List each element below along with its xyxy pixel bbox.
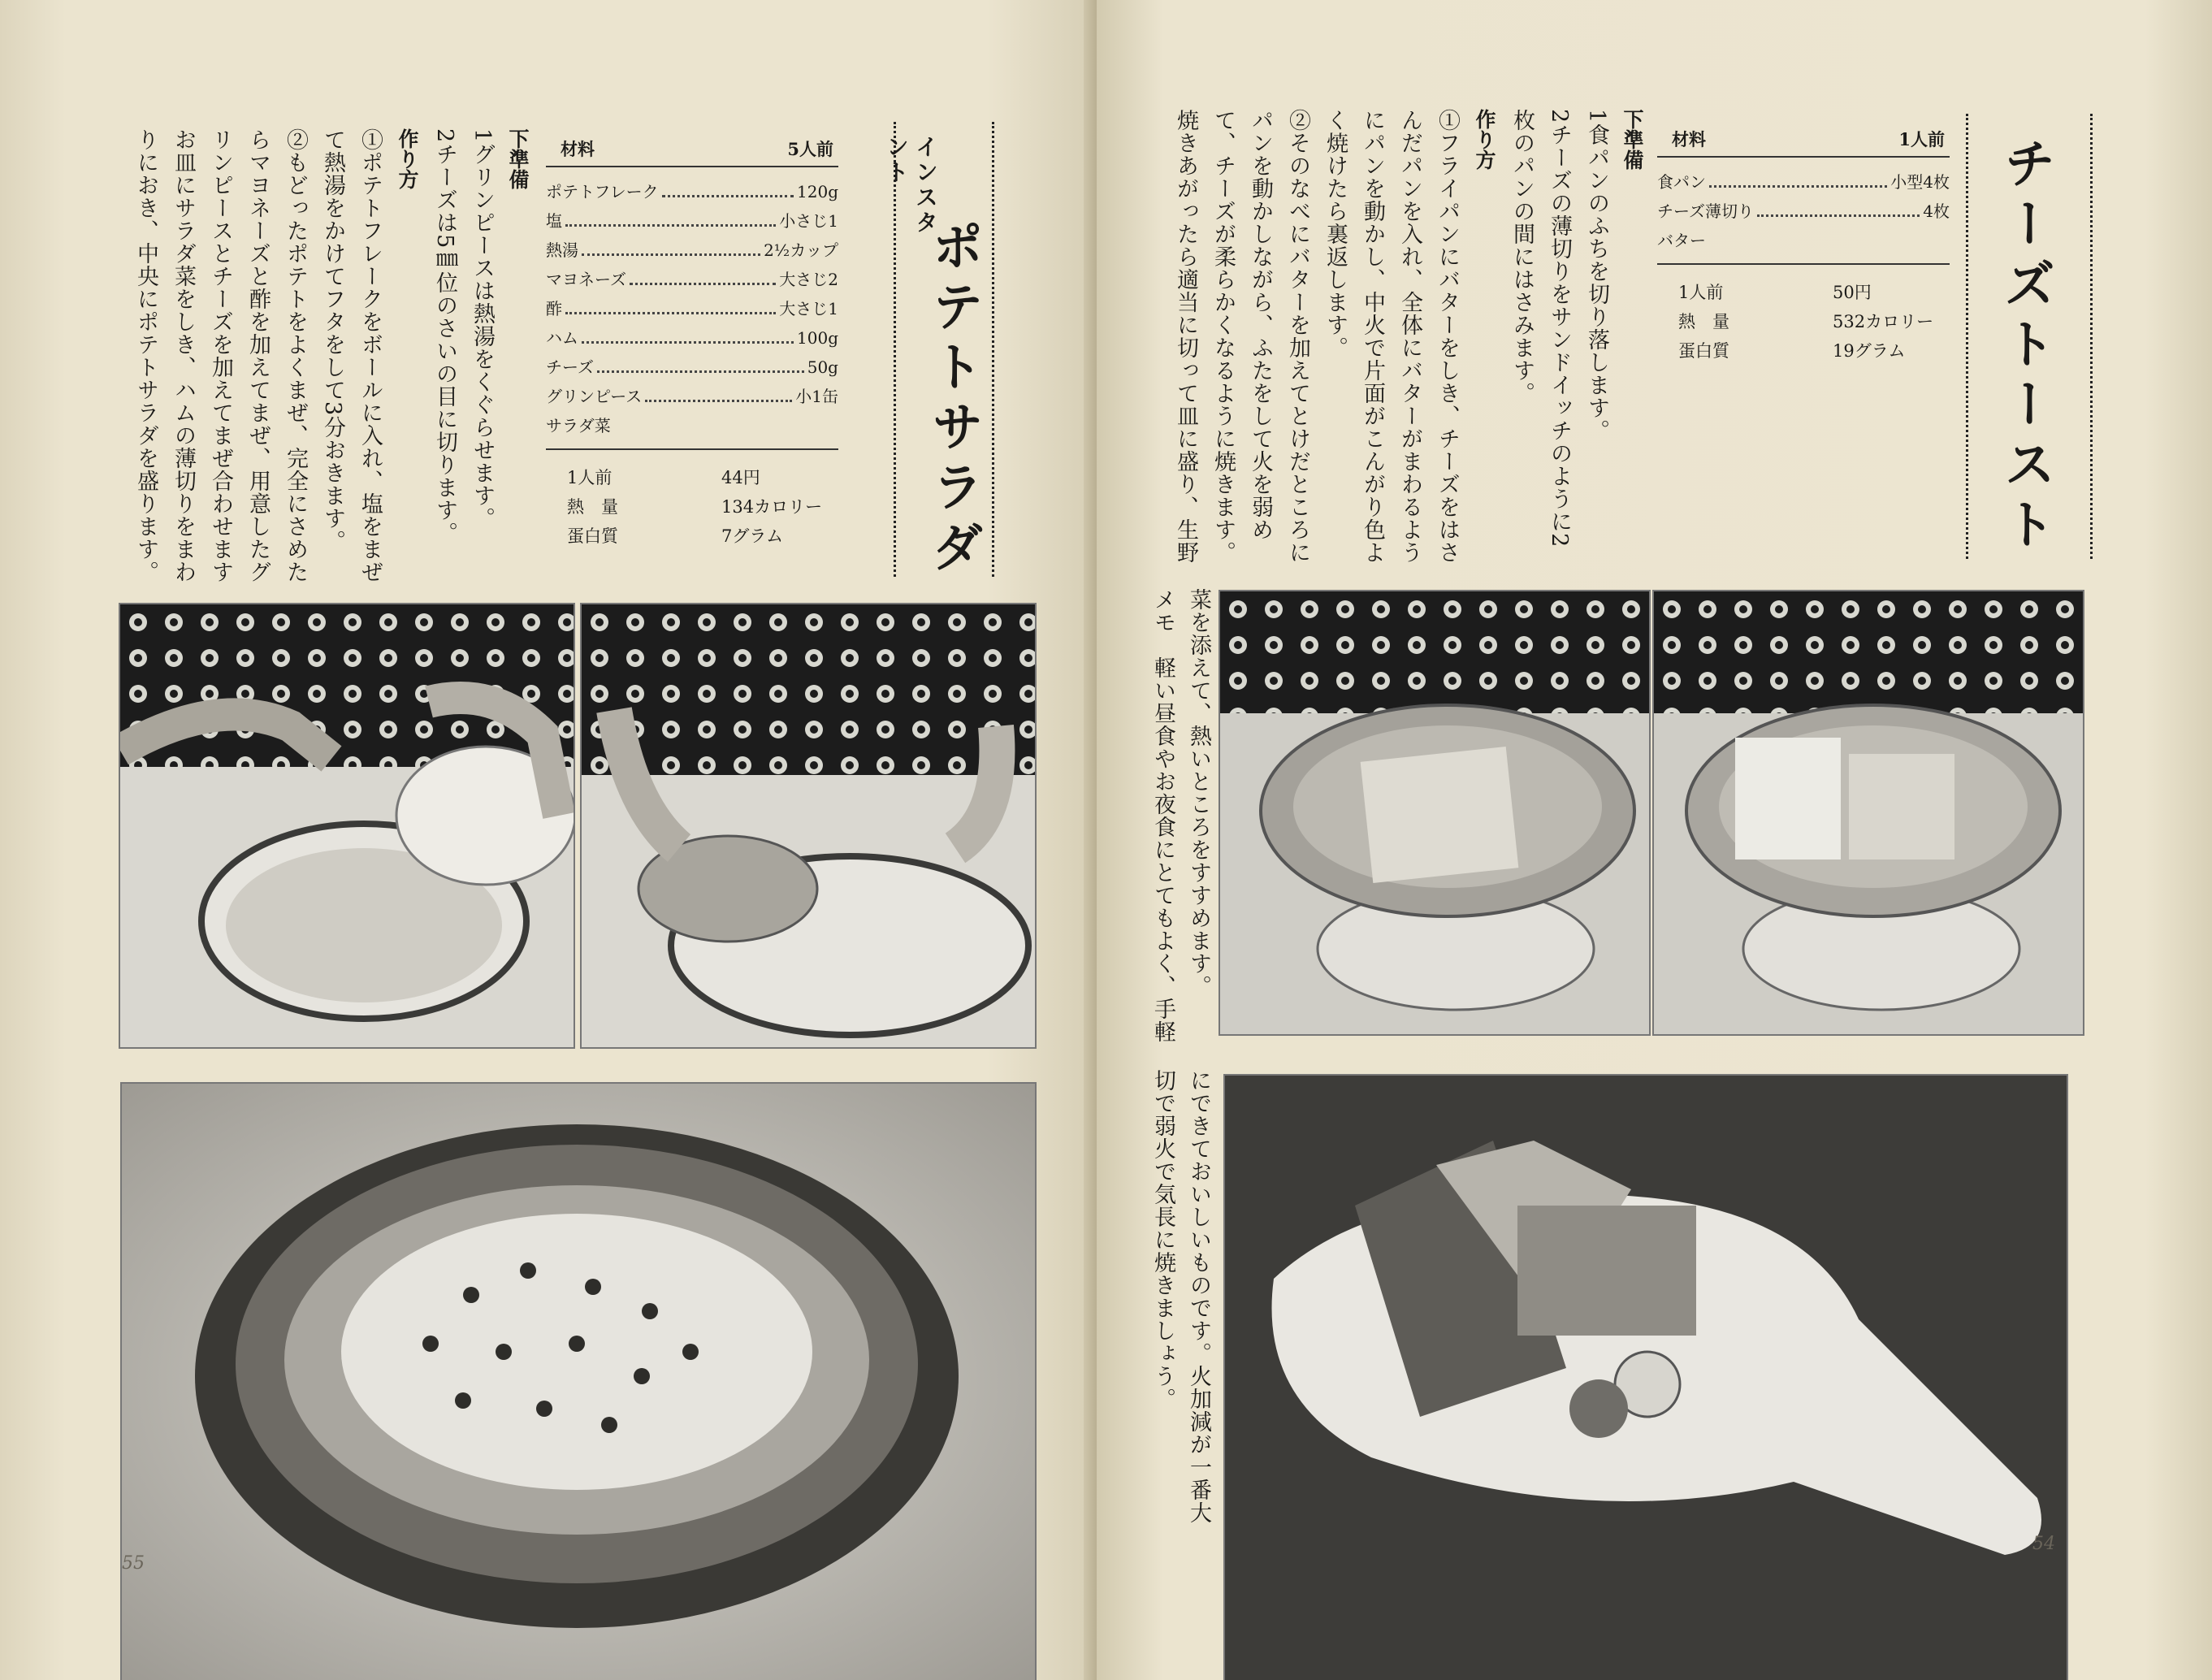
method-line: ②そのなべにバターを加えてとけだところに [1285,109,1310,564]
prep-line: 1グリンピースは熱湯をくぐらせます。 [470,128,495,530]
photo-potato-salad-dish [120,1082,1037,1680]
memo-line: メモ 軽い昼食やお夜食にとてもよく、手軽 [1150,588,1175,1043]
right-page [1097,0,2212,1680]
ingredient-row: 酢 大さじ1 [546,299,838,318]
method-line: ②もどったポテトをよくまぜ、完全にさめた [283,128,308,583]
method-line: 焼きあがったら適当に切って皿に盛り、生野 [1173,109,1198,564]
method-heading: 作り方 [1473,109,1496,170]
ingredient-row: ポテトフレーク 120g [546,182,838,201]
ingredient-row: 食パン 小型4枚 [1657,172,1950,192]
method-line: 菜を添えて、熱いところをすすめます。 [1186,588,1211,998]
ingredient-row: 熱湯 2½カップ [546,240,838,260]
ingredient-row: ハム 100g [546,328,838,348]
ingredients-box-right [1657,127,1950,362]
method-line: お皿にサラダ菜をしき、ハムの薄切りをまわ [171,128,196,583]
cheese-toast-title-panel [1966,114,2093,559]
method-line: リンピースとチーズを加えてまぜ合わせます [208,128,233,583]
servings-label: 1人前 [1898,129,1945,149]
prep-line: 枚のパンの間にはさみます。 [1509,109,1535,405]
memo-line: 切で弱火で気長に焼きましょう。 [1150,1069,1175,1410]
photo-pan-toast-2 [1652,590,2084,1036]
nutrition-info: 1人前 50円 熱 量 532カロリー 蛋白質 19グラム [1678,283,1934,361]
ingredients-label: 材料 [1672,129,1706,149]
ingredients-box-left [546,136,838,548]
memo-line: にできておいしいものです。火加減が一番大 [1186,1069,1211,1524]
method-line: く焼けたら裏返します。 [1322,109,1348,359]
ingredients-label: 材料 [561,139,595,159]
ingredient-row: グリンピース 小1缶 [546,387,838,406]
prep-line: 2チーズの薄切りをサンドイッチのように2 [1547,109,1572,548]
method-line: りにおき、中央にポテトサラダを盛ります。 [133,128,158,583]
ingredient-list [1657,158,1950,257]
page-title-potato-salad: ポテトサラダ [923,219,984,580]
photo-cheese-toast-dish [1223,1074,2068,1680]
method-line: ①ポテトフレークをボールに入れ、塩をまぜ [357,128,383,583]
prep-line: 2チーズは5㎜位のさいの目に切ります。 [432,128,457,545]
photo-pan-toast-1 [1219,590,1651,1036]
ingredient-row: チーズ 50g [546,357,838,377]
method-line: にパンを動かし、中火で片面がこんがり色よ [1360,109,1385,564]
method-line: ①フライパンにバターをしき、チーズをはさ [1435,109,1460,564]
left-page [0,0,1097,1680]
ingredient-list [546,167,838,442]
nutrition-info: 1人前 44円 熱 量 134カロリー 蛋白質 7グラム [567,468,823,546]
prep-heading: 下準備 [506,128,530,189]
photo-covering-bowl [580,603,1037,1049]
ingredient-row: バター [1657,231,1706,250]
ingredients-header [546,136,838,167]
prep-line: 1食パンのふちを切り落します。 [1584,109,1609,443]
ingredient-row: 塩 小さじ1 [546,211,838,231]
method-line: らマヨネーズと酢を加えてまぜ、用意したグ [245,128,271,583]
ingredients-header [1657,127,1950,158]
servings-label: 5人前 [787,139,833,159]
page-number-right: 54 [2032,1534,2055,1554]
page-number-left: 55 [122,1553,145,1574]
method-line: て、チーズが柔らかくなるように焼きます。 [1210,109,1236,564]
ingredient-row: チーズ薄切り 4枚 [1657,201,1950,221]
title-prefix: インスタント [883,135,939,236]
page-title-cheese-toast: チーズトースト [1995,136,2056,557]
method-line: パンを動かしながら、ふたをして火を弱め [1248,109,1273,541]
potato-salad-title-panel [883,122,994,580]
ingredient-row: サラダ菜 [546,416,611,435]
method-heading: 作り方 [396,128,419,189]
method-line: んだパンを入れ、全体にバターがまわるよう [1397,109,1422,564]
method-line: て熱湯をかけてフタをして3分おきます。 [320,128,345,553]
photo-mixing-potato [119,603,575,1049]
ingredient-row: マヨネーズ 大さじ2 [546,270,838,289]
prep-heading: 下準備 [1621,109,1644,170]
